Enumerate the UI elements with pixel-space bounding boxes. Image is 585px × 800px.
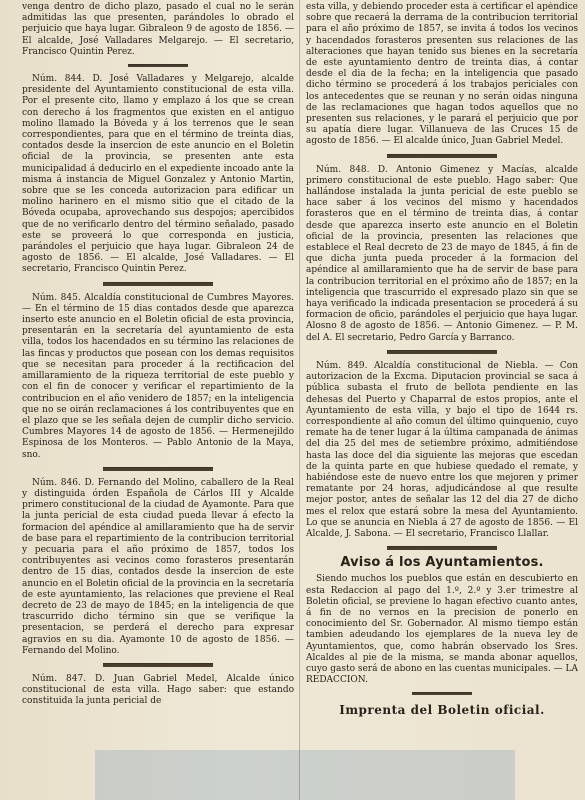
right-column xyxy=(306,2,578,800)
left-column xyxy=(22,2,294,800)
notice-844: Núm. 844. D. José Valladares y Melgarejo, alcalde presidente del Ayuntamiento constitucional de esta villa. Por el presente cito, llamo y emplazo á los que se crean con derecho á los fragmentos que existen en el antiguo molino llamado la Bóveda y á los terrenos que le sean correspondientes, para que en el término de treinta dias, contados desde la insercion de este anuncio en el Boletin oficial de la provincia, se presenten ante esta municipalidad á deducirlo en el expediente incoado ante la misma á instancia de Miguel Gonzalez y Antonio Martin, sobre que se les conceda autorizacion para edificar un molino harinero en el mismo sitio que el citado de la Bóveda ocupaba, aprovechando sus despojos; apercibidos que de no verificarlo dentro del término señalado, pasado este se proveerá lo que corresponda en justicia, parándoles el perjuicio que haya lugar. Gibraleon 24 de agosto de 1856. — El alcalde, José Valladares. — El secretario, Francisco Quintin Perez. xyxy=(22,74,294,275)
separator-rule xyxy=(103,282,213,286)
notice-848: Núm. 848. D. Antonio Gimenez y Macías, alcalde primero constitucional de este pueblo. Hago saber: Que hallándose instalada la junta pericial de este pueblo se hace saber á los vecinos del mismo y hacendados forasteros que en el término de treinta dias, á contar desde que aparezca inserto este anuncio en el Boletin oficial de la provincia, presenten las relaciones que establece el Real decreto de 23 de mayo de 1845, á fin de que dicha junta pueda proceder á la formacion del apéndice al amillaramiento que ha de servir de base para la contribucion territorial en el próximo año de 1857; en la inteligencia que trascurrido el expresado plazo sin que se haya verificado la indicada presentacion se procederá á su formacion de oficio, parándoles el perjuicio que haya lugar. Alosno 8 de agosto de 1856. — Antonio Gimenez. — P. M. del A. El secretario, Pedro García y Barranco. xyxy=(306,164,578,343)
notice-845: Núm. 845. Alcaldía constitucional de Cumbres Mayores. — En el término de 15 dias contados desde que aparezca inserto este anuncio en el Boletin oficial de esta provincia, presentarán en la secretaría del ayuntamiento de esta villa, todos los hacendados en su término las relaciones de las fincas y productos que posean con los demas requisitos que se necesitan para proceder á la rectificacion del amillaramiento de la riqueza territorial de este pueblo y con el fin de conocer y verificar el repartimiento de la contribucion en el año venidero de 1857; en la inteligencia que no se oirán reclamaciones á los contribuyentes que en el plazo que se les señala dejen de cumplir dicho servicio. Cumbres Mayores 14 de agosto de 1856. — Hermenejildo Espinosa de los Monteros. — Pablo Antonio de la Maya, sno. xyxy=(22,292,294,460)
aviso-heading: Aviso á los Ayuntamientos. xyxy=(340,555,544,571)
notice-846: Núm. 846. D. Fernando del Molino, caballero de la Real y distinguida órden Española de Cárlos III y Alcalde primero constitucional de la ciudad de Ayamonte. Para que la junta pericial de esta ciudad pueda llevar á efecto la formacion del apéndice al amillaramiento que ha de servir de base para el repartimiento de la contribucion territorial y pecuaria para el año próximo de 1857, todos los contribuyentes asi vecinos como forasteros presentarán dentro de 15 dias, contados desde la insercion de este anuncio en el Boletin oficial de la provincia en la secretaría de este ayuntamiento, las relaciones que previene el Real decreto de 23 de mayo de 1845; en la inteligencia de que trascurrido dicho término sin que se verifique la presentacion, se perderá el derecho para expresar agravios en su dia. Ayamonte 10 de agosto de 1856. — Fernando del Molino. xyxy=(22,477,294,656)
separator-rule xyxy=(387,350,497,354)
continued-notice-847: esta villa, y debiendo proceder esta á certificar el apéndice sobre que recaerá la derrama de la contribucion territorial para el año próximo de 1857, se invita á todos los vecinos y hacendados forasteros presenten sus relaciones de las alteraciones que hayan tenido sus bienes en la secretaría de este ayuntamiento dentro de treinta dias, á contar desde el dia de la fecha; en la inteligencia que pasado dicho término se procederá á los trabajos periciales con los antecedentes que se reunan y no serán oidas ninguna de las reclamaciones que hagan todos aquellos que no presenten sus relaciones, y le parará el perjuicio que por su apatía diere lugar. Villanueva de las Cruces 15 de agosto de 1856. — El alcalde único, Juan Gabriel Medel. xyxy=(306,2,578,147)
separator-rule xyxy=(103,663,213,667)
separator-rule xyxy=(412,692,472,695)
library-watermark-icon xyxy=(95,740,515,800)
separator-rule xyxy=(387,546,497,550)
imprint-line: Imprenta del Boletin oficial. xyxy=(339,703,545,718)
notice-849: Núm. 849. Alcaldía constitucional de Niebla. — Con autorizacion de la Excma. Diputacion provincial se saca á pública subasta el fruto de bellota pendiente en las dehesas del Puerto y Chaparral de estos propios, ante el Ayuntamiento de esta villa, y bajo el tipo de 1644 rs. correspondiente al año comun del último quinquenio, cuyo remate ha de tener lugar á la última campanada de ánimas del dia 25 del mes de setiembre próximo, admitiéndose hasta las doce del dia siguiente las mejoras que escedan de la quinta parte en que hubiese quedado el remate, y habiéndose este de nuevo entre los que mejoren y primer rematante por 24 horas, adjudicándose al que resulte mejor postor, antes de señalar las 12 del dia 27 de dicho mes el relox que estará sobre la mesa del Ayuntamiento. Lo que se anuncia en Niebla á 27 de agosto de 1856. — El Alcalde, J. Sabona. — El secretario, Francisco Llallar. xyxy=(306,360,578,539)
separator-rule xyxy=(387,154,497,158)
notice-847: Núm. 847. D. Juan Gabriel Medel, Alcalde único constitucional de esta villa. Hago saber: que estando constituida la junta pericial de xyxy=(22,673,294,707)
separator-rule xyxy=(128,64,188,67)
aviso-body: Siendo muchos los pueblos que están en descubierto en esta Redaccion al pago del 1.º, 2.º y 3.er trimestre al Boletin oficial, se previene lo hagan efectivo cuanto antes, á fin de no vernos en la precision de ponerlo en conocimiento del Sr. Gobernador. Al mismo tiempo están tambien adeudando los ejemplares de la nueva ley de Ayuntamientos, que, como habrán observado los Sres. Alcaldes al pie de la misma, se manda abonar aquellos, cuyo gasto será de abono en las cuentas municipales. — LA REDACCION. xyxy=(306,574,578,686)
separator-rule xyxy=(103,467,213,471)
column-divider xyxy=(299,0,300,800)
continued-notice: venga dentro de dicho plazo, pasado el cual no le serán admitidas las que presenten, parándoles lo obrado el perjuicio que haya lugar. Gibraleon 9 de agosto de 1856. — El alcalde, José Valladares Melgarejo. — El secretario, Francisco Quintin Perez. xyxy=(22,2,294,57)
